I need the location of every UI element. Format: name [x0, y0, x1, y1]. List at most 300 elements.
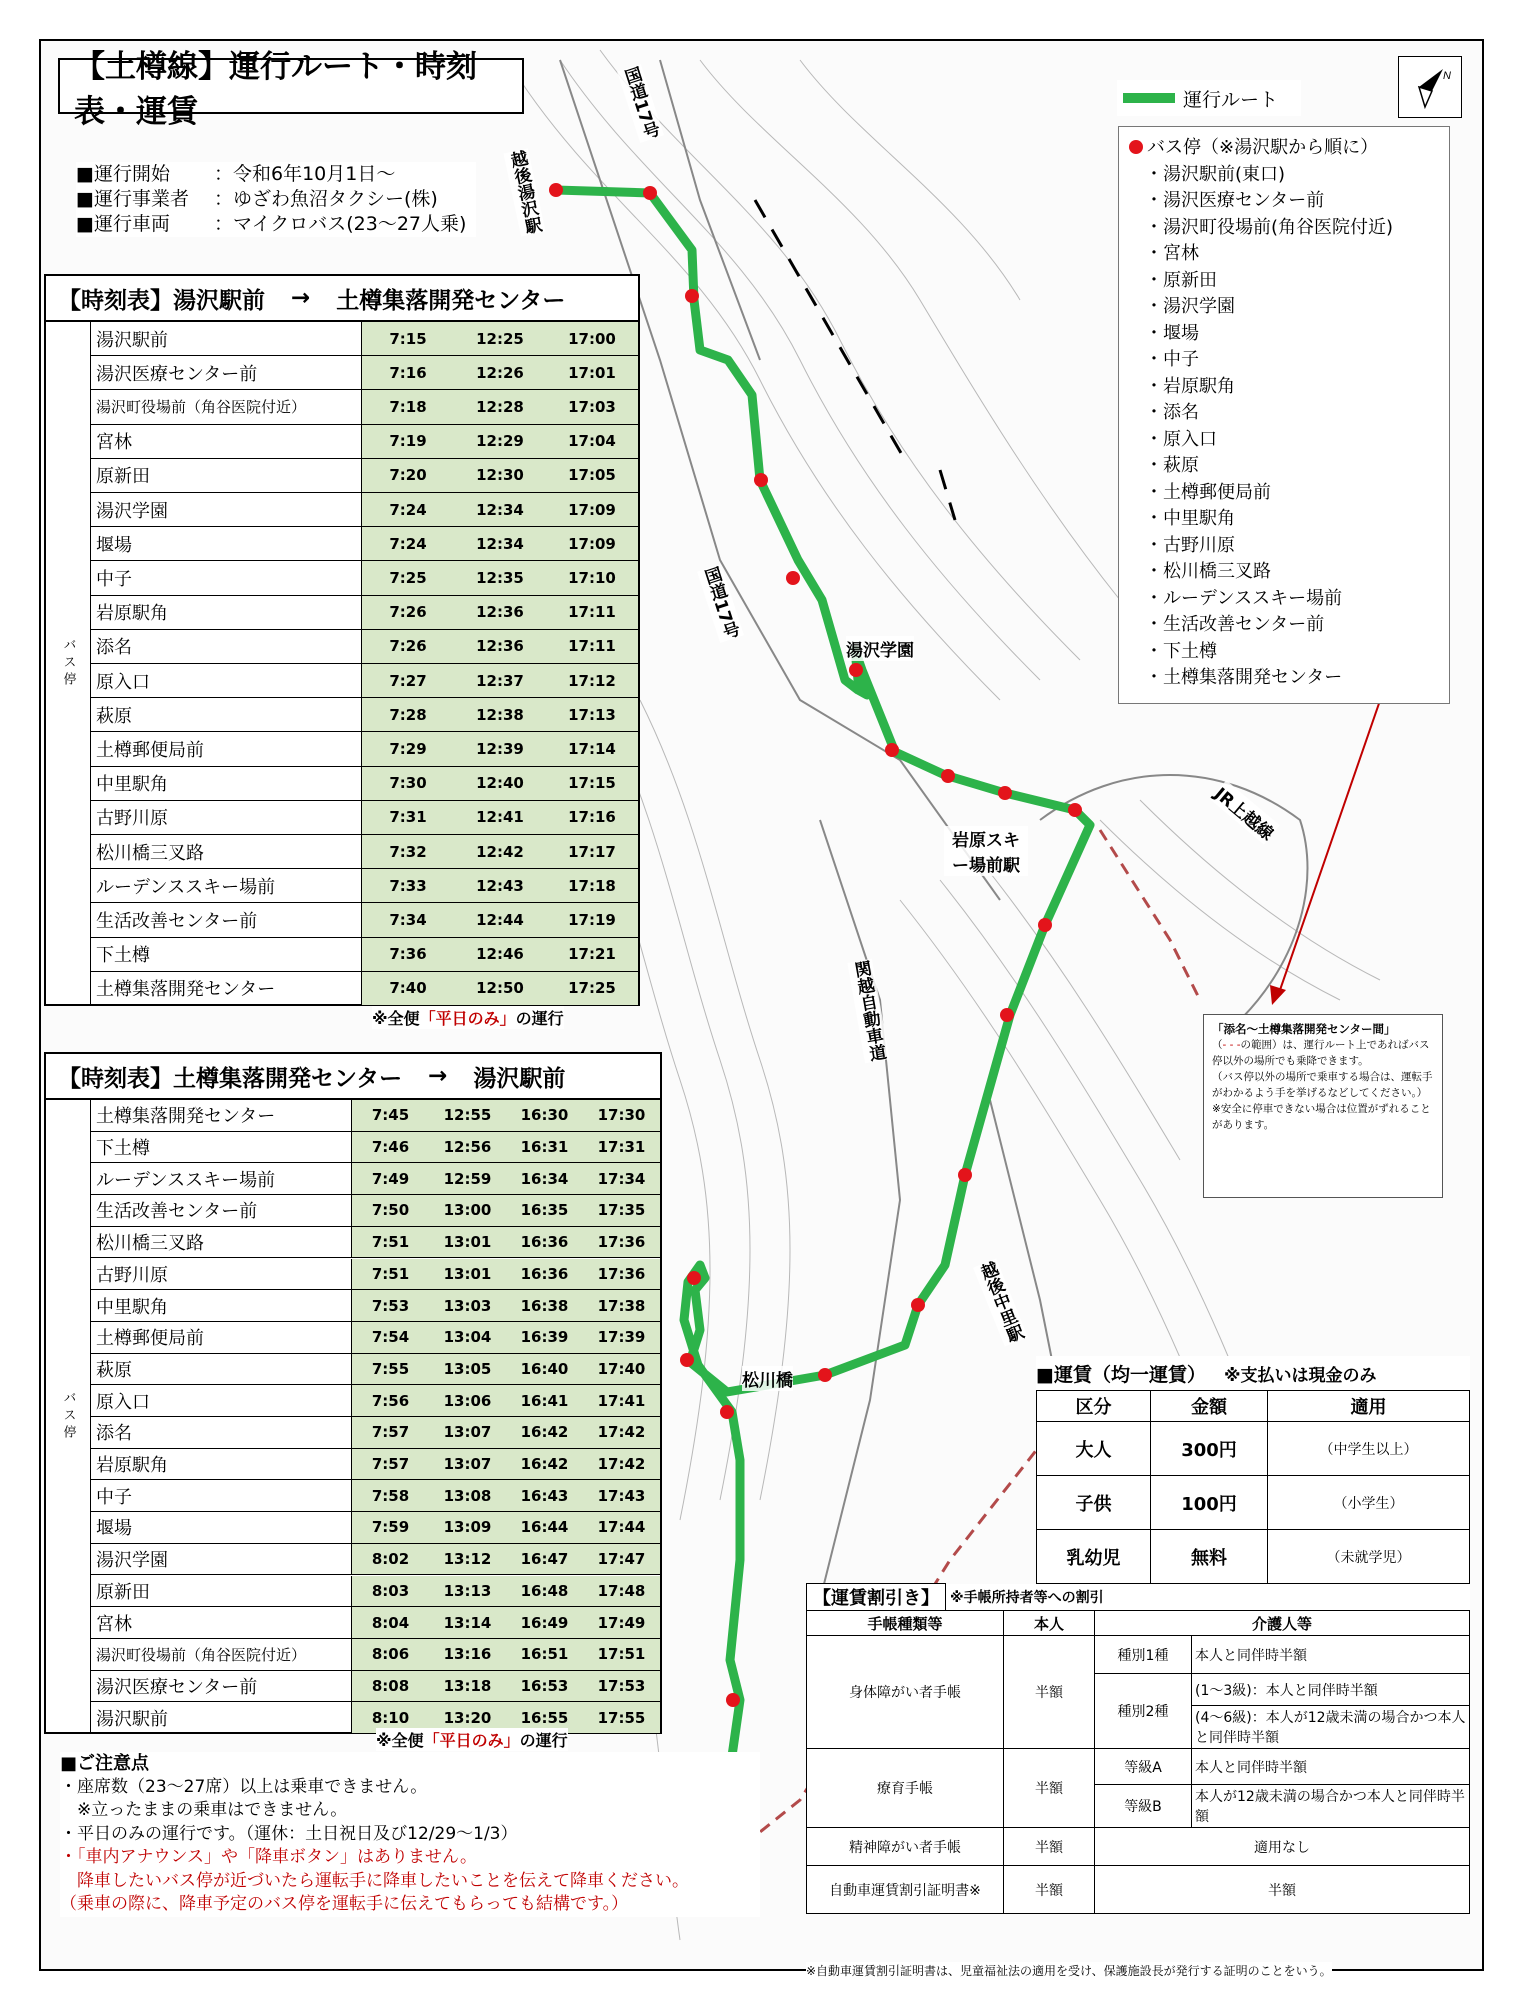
timetable-stop-name: ルーデンススキー場前 [90, 869, 362, 902]
timetable-time: 13:13 [443, 1581, 492, 1600]
label-route17-mid: 国道17号 [697, 564, 744, 643]
timetable-time: 16:47 [520, 1550, 569, 1569]
timetable-time: 13:08 [443, 1486, 492, 1505]
timetable-time: 17:05 [568, 466, 616, 485]
svg-text:N: N [1443, 70, 1451, 82]
timetable-stop-name: 原入口 [90, 664, 362, 697]
discount-row: 自動車運賃割引証明書※ 半額 半額 [807, 1866, 1470, 1914]
timetable-time: 7:58 [371, 1486, 410, 1505]
timetable-time: 17:17 [568, 842, 616, 861]
discount-row: (4～6級)：本人が12歳未満の場合かつ本人と同伴時半額 [807, 1706, 1470, 1749]
compass [1398, 56, 1462, 118]
discount-footnote: ※自動車運賃割引証明書は、児童福祉法の適用を受け、保護施設長が発行する証明のことをいう。 [806, 1964, 1332, 1978]
timetable-row [90, 1639, 660, 1671]
timetable-time: 16:49 [520, 1613, 569, 1632]
timetable-time: 17:09 [568, 500, 616, 519]
timetable-time: 8:04 [371, 1613, 410, 1632]
timetable-time: 7:49 [371, 1169, 410, 1188]
timetable-inbound [44, 1052, 662, 1734]
timetable-time: 12:38 [476, 705, 524, 724]
timetable-time: 16:44 [520, 1518, 569, 1537]
timetable-time: 17:03 [568, 397, 616, 416]
discount-row: 身体障がい者手帳 半額 種別1種 本人と同伴時半額 [807, 1636, 1470, 1674]
timetable-time: 17:47 [597, 1550, 646, 1569]
bus-stop-list-item: ・添名 [1145, 402, 1199, 423]
timetable-time: 16:38 [520, 1296, 569, 1315]
bus-stop-list-item: ・中里駅角 [1145, 508, 1235, 529]
timetable-time: 7:27 [389, 671, 427, 690]
timetable-row [90, 938, 638, 972]
timetable-time: 12:40 [476, 774, 524, 793]
timetable-time: 7:46 [371, 1138, 410, 1157]
timetable-time: 17:31 [597, 1138, 646, 1157]
timetable-row [90, 1512, 660, 1544]
timetable-time: 8:02 [371, 1550, 410, 1569]
timetable-time: 7:56 [371, 1391, 410, 1410]
callout-title: 「添名～土樽集落開発センター間」 [1212, 1022, 1396, 1036]
timetable-time: 17:40 [597, 1359, 646, 1378]
timetable-time: 17:04 [568, 432, 616, 451]
bus-stop-list-item: ・湯沢町役場前(角谷医院付近) [1145, 216, 1394, 238]
timetable-time: 13:14 [443, 1613, 492, 1632]
timetable-time: 17:21 [568, 945, 616, 964]
info-vehicle: ■運行車両 ：マイクロバス(23～27人乗) [76, 213, 467, 235]
timetable-row [90, 1132, 660, 1164]
timetable-stop-name: 中里駅角 [90, 767, 362, 800]
caution-heading: ■ご注意点 [60, 1753, 150, 1774]
timetable-time: 8:03 [371, 1581, 410, 1600]
label-yuzawa-gakuen: 湯沢学園 [846, 636, 914, 661]
timetable-time: 12:55 [443, 1106, 492, 1125]
timetable-stop-name: 湯沢駅前 [90, 1702, 352, 1733]
caution-line-red: ・「車内アナウンス」や「降車ボタン」はありません。 [60, 1847, 478, 1867]
boarding-zone-callout [1203, 1014, 1443, 1198]
bus-stop-list-item: ・宮林 [1145, 243, 1199, 264]
page-title: 【土樽線】運行ルート・時刻表・運賃 [58, 58, 524, 114]
timetable-time: 7:15 [389, 329, 427, 348]
timetable-time: 17:14 [568, 739, 616, 758]
timetable-time: 17:44 [597, 1518, 646, 1537]
timetable-time: 17:34 [597, 1169, 646, 1188]
fare-table [1036, 1356, 1470, 1584]
timetable-stop-name: 土樽集落開発センター [90, 972, 362, 1005]
bus-stop-list [1118, 126, 1450, 704]
timetable-time: 13:01 [443, 1264, 492, 1283]
bus-stop-list-item: ・下土樽 [1145, 640, 1217, 662]
timetable-outbound-header: 【時刻表】湯沢駅前 → 土樽集落開発センター [46, 276, 638, 322]
bus-stop-list-item: ・湯沢医療センター前 [1145, 190, 1325, 211]
timetable-stop-name: 萩原 [90, 1354, 352, 1385]
timetable-time: 12:30 [476, 466, 524, 485]
timetable-time: 12:37 [476, 671, 524, 690]
timetable-inbound-header: 【時刻表】土樽集落開発センター → 湯沢駅前 [46, 1054, 660, 1100]
label-iwappara-station: 岩原スキー場前駅 [944, 826, 1028, 876]
timetable-time: 12:35 [476, 568, 524, 587]
timetable-time: 16:35 [520, 1201, 569, 1220]
timetable-time: 7:26 [389, 637, 427, 656]
caution-line-red: 降車したいバス停が近づいたら運転手に降車したいことを伝えて降車ください。 [60, 1870, 689, 1891]
bus-stop-dot-icon [1129, 140, 1143, 154]
timetable-stop-name: 岩原駅角 [90, 596, 362, 629]
timetable-time: 7:29 [389, 739, 427, 758]
timetable-time: 12:46 [476, 945, 524, 964]
timetable-row [90, 322, 638, 356]
bus-stop-list-item: ・堰場 [1145, 322, 1199, 344]
timetable-stop-name: 添名 [90, 630, 362, 663]
fare-row: 大人 300円 （中学生以上） [1037, 1422, 1470, 1476]
timetable-stop-name: 松川橋三叉路 [90, 835, 362, 868]
bus-stop-list-item: ・土樽郵便局前 [1145, 481, 1271, 503]
timetable-row [90, 1576, 660, 1608]
timetable-stop-name: 下土樽 [90, 938, 362, 971]
fare-title: ■運賃（均一運賃） ※支払いは現金のみ [1036, 1363, 1377, 1386]
timetable-row [90, 356, 638, 390]
timetable-time: 16:36 [520, 1233, 569, 1252]
timetable-time: 7:19 [389, 432, 427, 451]
timetable-stop-name: 宮林 [90, 425, 362, 458]
timetable-row [90, 1290, 660, 1322]
callout-text-2: （バス停以外の場所で乗車する場合は、運転手がわかるよう手を挙げるなどしてください。） [1212, 1071, 1433, 1099]
discount-row: 等級B 本人が12歳未満の場合かつ本人と同伴時半額 [807, 1785, 1470, 1828]
timetable-time: 7:18 [389, 397, 427, 416]
timetable-stop-name: 堰場 [90, 527, 362, 560]
timetable-time: 17:00 [568, 329, 616, 348]
timetable-time: 7:53 [371, 1296, 410, 1315]
timetable-stop-name: 古野川原 [90, 1259, 352, 1290]
timetable-stop-name: 原新田 [90, 459, 362, 492]
timetable-time: 7:30 [389, 774, 427, 793]
timetable-row [90, 493, 638, 527]
label-kanetsu-expressway: 関越自動車道 [847, 959, 889, 1064]
bus-stop-list-item: ・原新田 [1145, 269, 1217, 291]
timetable-row [90, 1607, 660, 1639]
timetable-time: 16:39 [520, 1328, 569, 1347]
bus-stop-list-item: ・古野川原 [1145, 534, 1235, 556]
timetable-time: 7:51 [371, 1233, 410, 1252]
fare-header-row: 区分 金額 適用 [1037, 1391, 1470, 1422]
timetable-time: 16:34 [520, 1169, 569, 1188]
timetable-time: 7:26 [389, 603, 427, 622]
timetable-time: 17:48 [597, 1581, 646, 1600]
timetable-time: 7:40 [389, 979, 427, 998]
route-legend-swatch [1123, 93, 1175, 103]
timetable-time: 17:51 [597, 1645, 646, 1664]
timetable-time: 17:18 [568, 876, 616, 895]
timetable-row [90, 527, 638, 561]
timetable-time: 7:20 [389, 466, 427, 485]
label-echigo-yuzawa-station: 越後湯沢駅 [503, 148, 545, 236]
timetable-time: 16:53 [520, 1676, 569, 1695]
timetable-time: 7:33 [389, 876, 427, 895]
bus-stop-list-item: ・湯沢駅前(東口) [1145, 163, 1286, 185]
timetable-stop-name: 生活改善センター前 [90, 903, 362, 936]
caution-line: ・平日のみの運行です。（運休：土日祝日及び12/29～1/3） [60, 1823, 518, 1844]
timetable-time: 12:34 [476, 500, 524, 519]
timetable-row [90, 1354, 660, 1386]
timetable-time: 16:36 [520, 1264, 569, 1283]
timetable-time: 12:59 [443, 1169, 492, 1188]
timetable-time: 12:43 [476, 876, 524, 895]
timetable-stop-name: 原入口 [90, 1385, 352, 1416]
timetable-time: 7:59 [371, 1518, 410, 1537]
timetable-row [90, 1671, 660, 1703]
bus-stop-list-item: ・中子 [1145, 349, 1199, 370]
timetable-time: 8:06 [371, 1645, 410, 1664]
timetable-stop-name: 生活改善センター前 [90, 1195, 352, 1226]
timetable-stop-name: 下土樽 [90, 1132, 352, 1163]
timetable-time: 17:11 [568, 637, 616, 656]
timetable-time: 16:51 [520, 1645, 569, 1664]
timetable-time: 13:05 [443, 1359, 492, 1378]
timetable-row [90, 1385, 660, 1417]
timetable-time: 13:04 [443, 1328, 492, 1347]
label-jr-joetsu-line: JR上越線 [1210, 780, 1280, 844]
timetable-time: 12:25 [476, 329, 524, 348]
timetable-row [90, 698, 638, 732]
timetable-stop-name: 宮林 [90, 1607, 352, 1638]
info-operator: ■運行事業者 ：ゆざわ魚沼タクシー(株) [76, 188, 438, 210]
timetable-row [90, 972, 638, 1006]
timetable-time: 7:54 [371, 1328, 410, 1347]
timetable-time: 12:41 [476, 808, 524, 827]
timetable-inbound-note: ※全便「平日のみ」の運行 [376, 1728, 568, 1751]
timetable-time: 16:41 [520, 1391, 569, 1410]
timetable-row [90, 1322, 660, 1354]
timetable-row [90, 767, 638, 801]
timetable-time: 17:43 [597, 1486, 646, 1505]
timetable-stop-name: 添名 [90, 1417, 352, 1448]
timetable-time: 16:30 [520, 1106, 569, 1125]
timetable-stop-name: 土樽集落開発センター [90, 1100, 352, 1131]
timetable-row [90, 869, 638, 903]
timetable-time: 17:11 [568, 603, 616, 622]
timetable-row [90, 1417, 660, 1449]
timetable-row [90, 1259, 660, 1291]
timetable-row [90, 1702, 660, 1734]
timetable-stop-name: 原新田 [90, 1576, 352, 1607]
timetable-time: 16:55 [520, 1708, 569, 1727]
timetable-stop-name: 湯沢町役場前（角谷医院付近） [90, 390, 362, 423]
timetable-time: 13:12 [443, 1550, 492, 1569]
discount-row: 種別2種 (1～3級)：本人と同伴時半額 [807, 1674, 1470, 1706]
timetable-time: 17:42 [597, 1423, 646, 1442]
timetable-time: 12:42 [476, 842, 524, 861]
timetable-stop-name: 湯沢医療センター前 [90, 1671, 352, 1702]
bus-stop-list-item: ・松川橋三叉路 [1145, 561, 1271, 582]
timetable-stop-name: 堰場 [90, 1512, 352, 1543]
timetable-time: 12:29 [476, 432, 524, 451]
callout-text: （- - -の範囲）は、運行ルート上であればバス停以外の場所でも乗降できます。 [1212, 1039, 1430, 1067]
bus-stop-list-item: ・萩原 [1145, 455, 1199, 476]
timetable-time: 17:16 [568, 808, 616, 827]
timetable-time: 7:57 [371, 1423, 410, 1442]
timetable-stop-name: 土樽郵便局前 [90, 1322, 352, 1353]
bus-stop-list-item: ・湯沢学園 [1145, 296, 1235, 317]
timetable-time: 8:10 [371, 1708, 410, 1727]
discount-row: 療育手帳 半額 等級A 本人と同伴時半額 [807, 1749, 1470, 1785]
timetable-time: 13:01 [443, 1233, 492, 1252]
timetable-time: 13:07 [443, 1423, 492, 1442]
timetable-time: 7:16 [389, 363, 427, 382]
timetable-time: 7:24 [389, 500, 427, 519]
timetable-stop-name: ルーデンススキー場前 [90, 1163, 352, 1194]
timetable-time: 16:40 [520, 1359, 569, 1378]
timetable-time: 7:36 [389, 945, 427, 964]
timetable-row [90, 630, 638, 664]
timetable-time: 7:55 [371, 1359, 410, 1378]
fare-row: 子供 100円 （小学生） [1037, 1476, 1470, 1530]
timetable-time: 17:39 [597, 1328, 646, 1347]
timetable-time: 17:15 [568, 774, 616, 793]
timetable-row [90, 801, 638, 835]
timetable-time: 7:25 [389, 568, 427, 587]
bus-stop-list-item: ・岩原駅角 [1145, 375, 1235, 397]
timetable-row [90, 459, 638, 493]
bus-stop-list-heading: バス停（※湯沢駅から順に） [1129, 135, 1439, 162]
timetable-stop-name: 湯沢医療センター前 [90, 356, 362, 389]
caution-notes [60, 1752, 760, 1917]
caution-line-red: （乗車の際に、降車予定のバス停を運転手に伝えてもらっても結構です。） [60, 1894, 629, 1914]
timetable-side-label: バス停 [46, 1100, 91, 1732]
timetable-time: 16:43 [520, 1486, 569, 1505]
timetable-time: 17:36 [597, 1264, 646, 1283]
timetable-time: 8:08 [371, 1676, 410, 1695]
timetable-time: 13:03 [443, 1296, 492, 1315]
bus-stop-list-item: ・原入口 [1145, 428, 1217, 450]
timetable-time: 13:06 [443, 1391, 492, 1410]
timetable-row [90, 596, 638, 630]
timetable-time: 17:42 [597, 1455, 646, 1474]
timetable-time: 13:18 [443, 1676, 492, 1695]
fare-row: 乳幼児 無料 （未就学児） [1037, 1530, 1470, 1584]
timetable-time: 16:42 [520, 1455, 569, 1474]
caution-line: ※立ったままの乗車はできません。 [60, 1800, 348, 1820]
timetable-outbound [44, 274, 640, 1006]
timetable-time: 12:44 [476, 910, 524, 929]
timetable-row [90, 903, 638, 937]
timetable-time: 7:32 [389, 842, 427, 861]
timetable-stop-name: 岩原駅角 [90, 1449, 352, 1480]
callout-text-3: ※安全に停車できない場合は位置がずれることがあります。 [1212, 1103, 1431, 1131]
discount-header-row: 手帳種類等 本人 介護人等 [807, 1611, 1470, 1636]
bus-stop-list-item: ・生活改善センター前 [1145, 614, 1325, 635]
timetable-time: 17:12 [568, 671, 616, 690]
caution-line: ・座席数（23～27席）以上は乗車できません。 [60, 1776, 428, 1797]
timetable-time: 17:55 [597, 1708, 646, 1727]
timetable-time: 17:36 [597, 1233, 646, 1252]
timetable-time: 7:34 [389, 910, 427, 929]
route-legend-label: 運行ルート [1183, 88, 1279, 111]
timetable-time: 17:41 [597, 1391, 646, 1410]
timetable-time: 13:09 [443, 1518, 492, 1537]
timetable-time: 16:42 [520, 1423, 569, 1442]
timetable-time: 7:45 [371, 1106, 410, 1125]
north-arrow-icon [1399, 57, 1461, 117]
timetable-row [90, 1227, 660, 1259]
timetable-side-label: バス停 [46, 322, 91, 1004]
discount-title: 【運賃割引き】 ※手帳所持者等への割引 [806, 1584, 1470, 1610]
timetable-time: 7:57 [371, 1455, 410, 1474]
timetable-time: 16:48 [520, 1581, 569, 1600]
label-route17-north: 国道17号 [617, 64, 664, 143]
timetable-row [90, 390, 638, 424]
timetable-row [90, 1100, 660, 1132]
discount-table [806, 1584, 1470, 1914]
timetable-row [90, 1449, 660, 1481]
timetable-time: 17:10 [568, 568, 616, 587]
timetable-row [90, 1163, 660, 1195]
timetable-time: 13:16 [443, 1645, 492, 1664]
timetable-time: 16:31 [520, 1138, 569, 1157]
timetable-row [90, 425, 638, 459]
timetable-row [90, 1480, 660, 1512]
label-matsukawa-bridge: 松川橋 [742, 1366, 793, 1391]
timetable-time: 12:36 [476, 603, 524, 622]
timetable-stop-name: 湯沢学園 [90, 1544, 352, 1575]
timetable-time: 17:38 [597, 1296, 646, 1315]
service-info [76, 162, 476, 237]
bus-stop-list-item: ・ルーデンススキー場前 [1145, 587, 1343, 609]
timetable-outbound-note: ※全便「平日のみ」の運行 [372, 1006, 564, 1029]
timetable-stop-name: 中里駅角 [90, 1290, 352, 1321]
info-start: ■運行開始 ：令和6年10月1日～ [76, 163, 396, 185]
route-legend [1117, 80, 1301, 116]
timetable-time: 17:30 [597, 1106, 646, 1125]
timetable-time: 17:53 [597, 1676, 646, 1695]
timetable-stop-name: 湯沢町役場前（角谷医院付近） [90, 1639, 352, 1670]
timetable-stop-name: 湯沢駅前 [90, 322, 362, 355]
timetable-row [90, 835, 638, 869]
timetable-time: 17:49 [597, 1613, 646, 1632]
timetable-time: 13:07 [443, 1455, 492, 1474]
timetable-time: 17:35 [597, 1201, 646, 1220]
timetable-time: 17:01 [568, 363, 616, 382]
timetable-time: 7:24 [389, 534, 427, 553]
timetable-time: 7:50 [371, 1201, 410, 1220]
timetable-stop-name: 湯沢学園 [90, 493, 362, 526]
timetable-time: 7:28 [389, 705, 427, 724]
timetable-time: 7:51 [371, 1264, 410, 1283]
timetable-stop-name: 土樽郵便局前 [90, 732, 362, 765]
timetable-time: 12:56 [443, 1138, 492, 1157]
timetable-row [90, 732, 638, 766]
timetable-stop-name: 松川橋三叉路 [90, 1227, 352, 1258]
timetable-row [90, 561, 638, 595]
timetable-time: 13:20 [443, 1708, 492, 1727]
timetable-row [90, 1195, 660, 1227]
timetable-time: 7:31 [389, 808, 427, 827]
timetable-row [90, 1544, 660, 1576]
timetable-time: 17:09 [568, 534, 616, 553]
timetable-time: 17:19 [568, 910, 616, 929]
timetable-time: 12:28 [476, 397, 524, 416]
timetable-row [90, 664, 638, 698]
label-echigo-nakazato-station: 越後中里駅 [973, 1258, 1028, 1346]
timetable-time: 12:50 [476, 979, 524, 998]
timetable-stop-name: 中子 [90, 1480, 352, 1511]
timetable-time: 12:34 [476, 534, 524, 553]
discount-row: 精神障がい者手帳 半額 適用なし [807, 1828, 1470, 1866]
timetable-time: 17:25 [568, 979, 616, 998]
timetable-stop-name: 中子 [90, 561, 362, 594]
timetable-time: 12:26 [476, 363, 524, 382]
timetable-stop-name: 萩原 [90, 698, 362, 731]
bus-stop-list-item: ・土樽集落開発センター [1145, 667, 1343, 688]
timetable-time: 17:13 [568, 705, 616, 724]
timetable-time: 12:36 [476, 637, 524, 656]
timetable-time: 12:39 [476, 739, 524, 758]
timetable-time: 13:00 [443, 1201, 492, 1220]
